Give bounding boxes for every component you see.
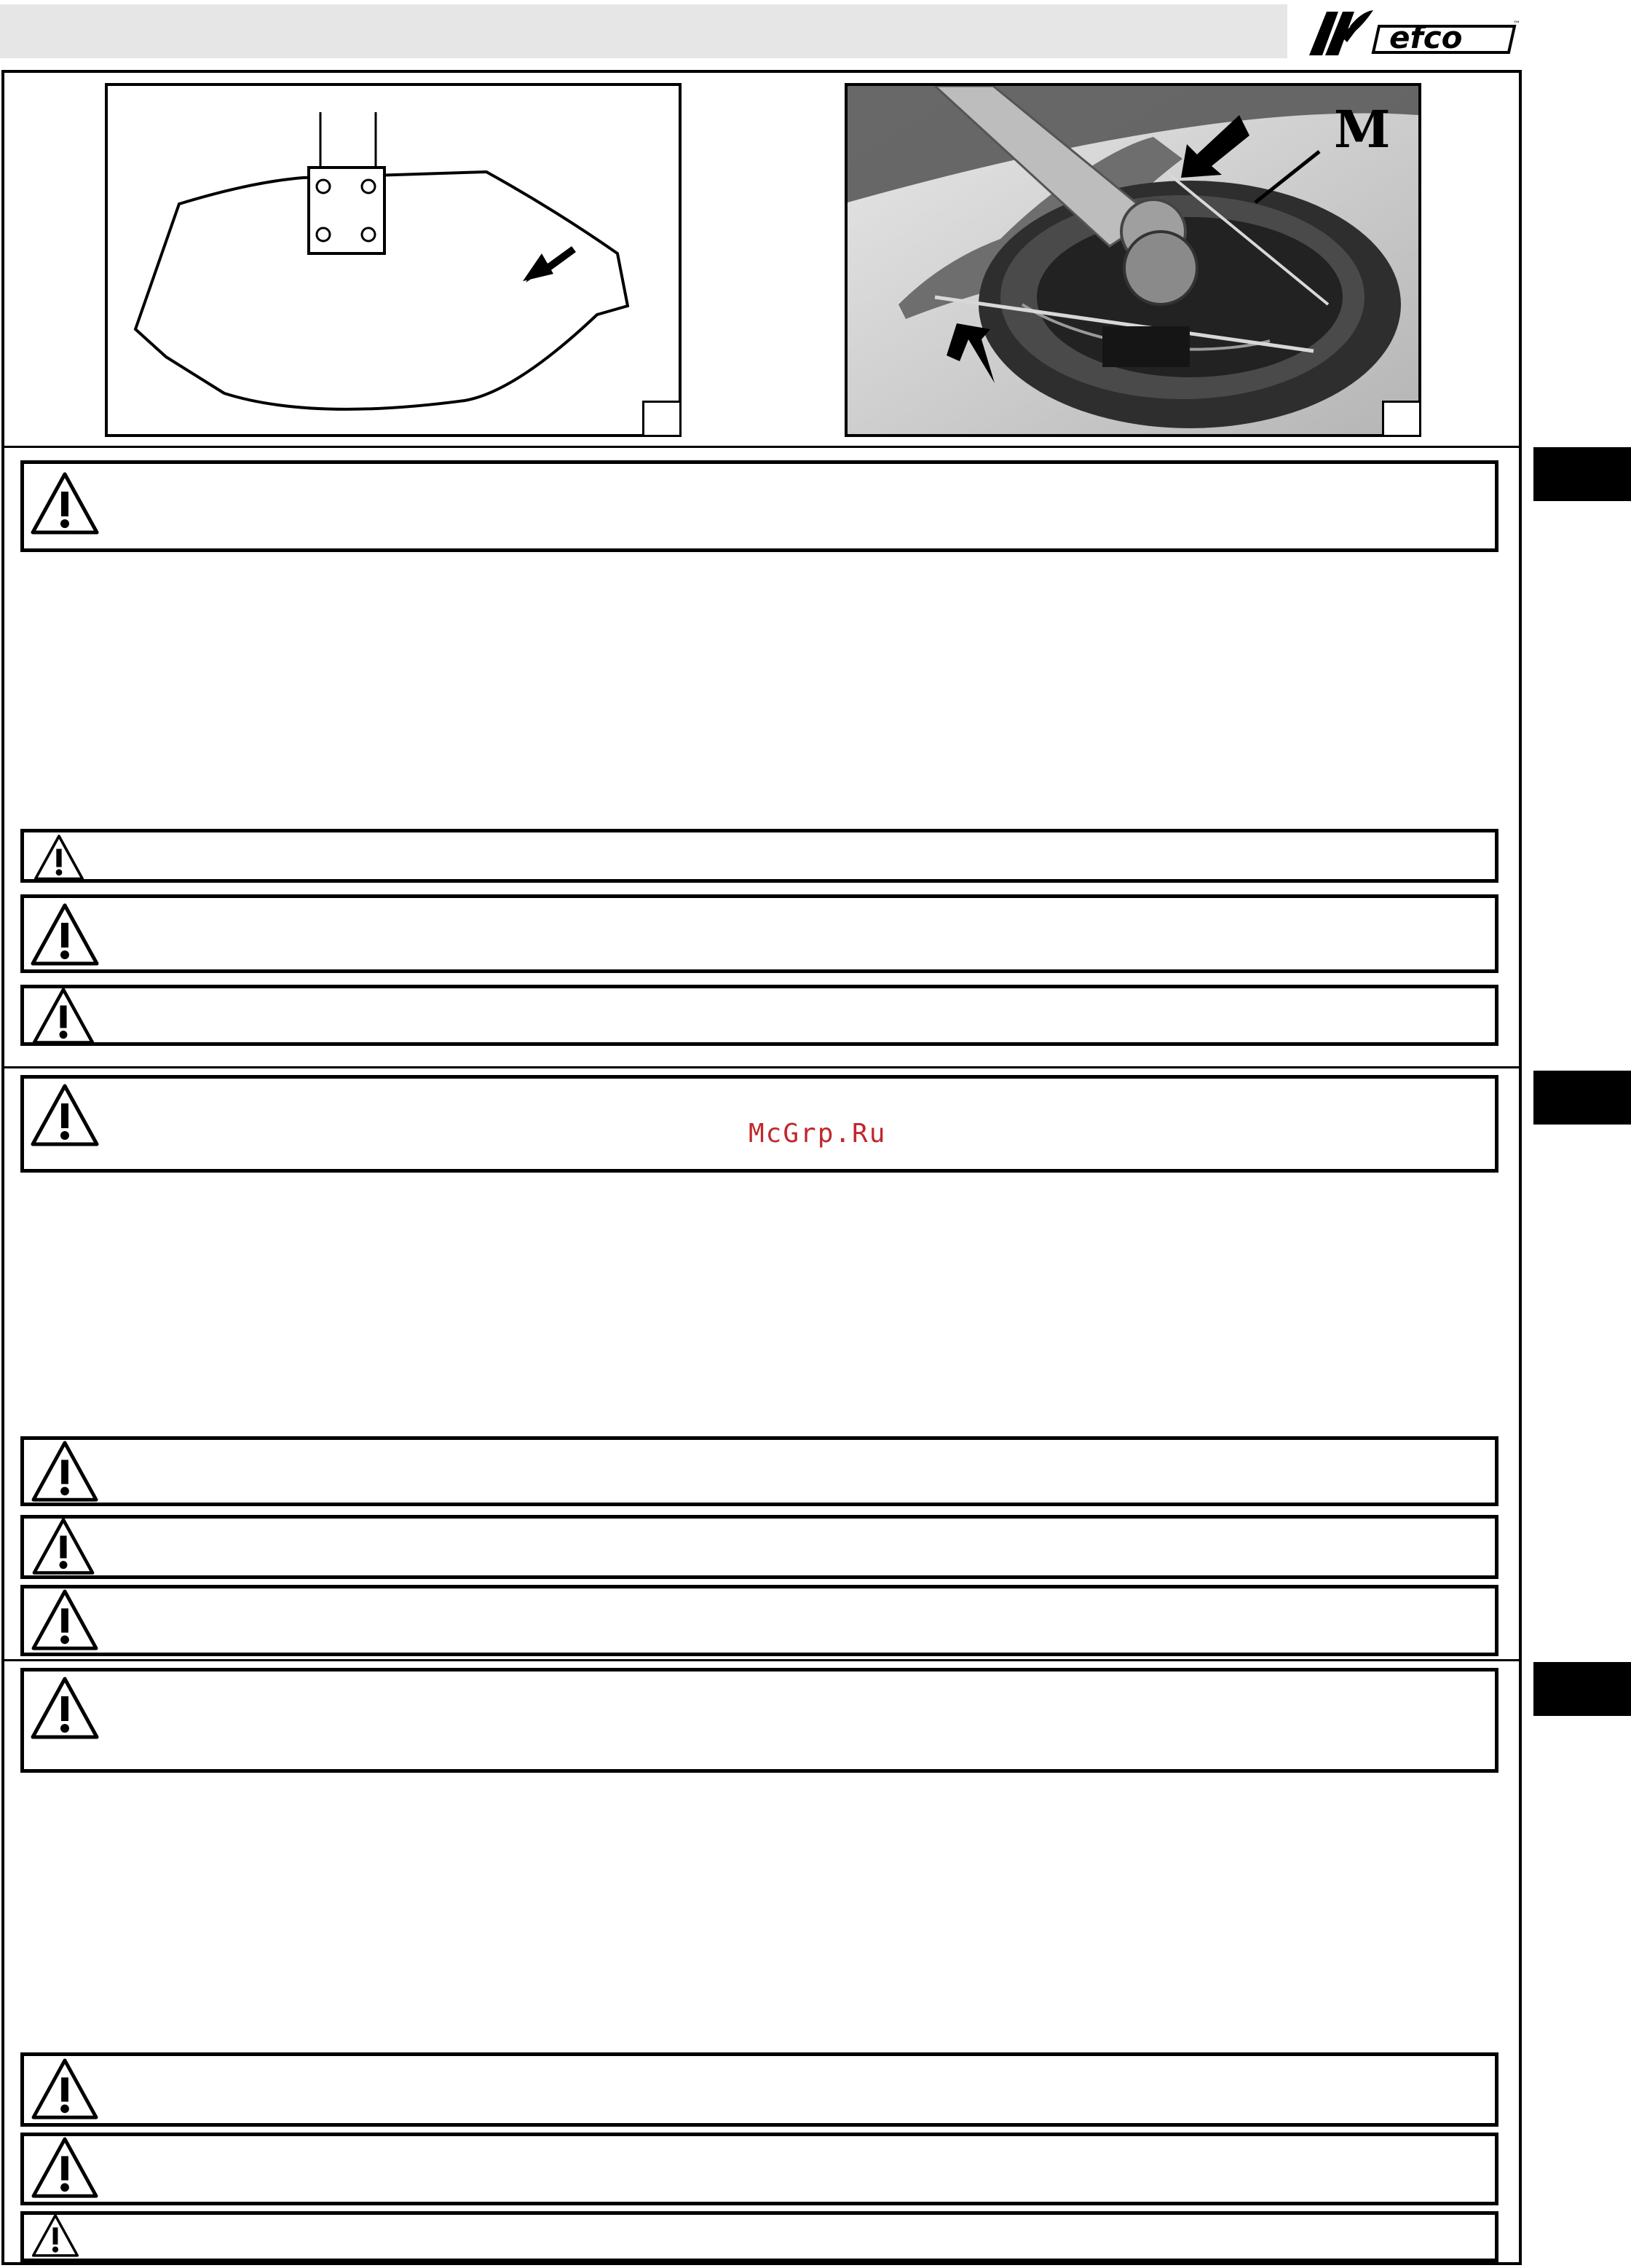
- warning-box: [20, 460, 1498, 552]
- warning-triangle-icon: [30, 2136, 100, 2200]
- warning-triangle-icon: [30, 471, 100, 537]
- watermark: McGrp.Ru: [749, 1119, 887, 1149]
- efco-logo: [1303, 4, 1522, 63]
- warning-triangle-icon: [30, 1440, 100, 1504]
- trademark-text: ™: [1513, 20, 1520, 28]
- figure-guard-drawing: [105, 83, 682, 437]
- warning-box: [20, 829, 1498, 883]
- section-tab[interactable]: [1533, 447, 1631, 501]
- warning-triangle-icon: [30, 987, 97, 1047]
- warning-box: [20, 2211, 1498, 2262]
- figure-number-box: [642, 401, 682, 437]
- section-divider: [1, 1659, 1522, 1661]
- section-divider: [1, 446, 1522, 448]
- warning-box: [20, 1668, 1498, 1773]
- figure-number-box: [1382, 401, 1421, 437]
- warning-triangle-icon: [30, 2213, 81, 2259]
- section-divider: [1, 1066, 1522, 1068]
- warning-box: [20, 1515, 1498, 1579]
- warning-box: [20, 2052, 1498, 2127]
- warning-triangle-icon: [30, 1517, 97, 1577]
- warning-box: [20, 1585, 1498, 1656]
- figure-guard-photo: [845, 83, 1421, 437]
- brand-text: efco: [1389, 20, 1463, 55]
- arrow-icon: [523, 249, 574, 283]
- warning-triangle-icon: [30, 2058, 100, 2122]
- warning-box: [20, 1436, 1498, 1506]
- warning-box: [20, 985, 1498, 1046]
- warning-triangle-icon: [30, 834, 88, 882]
- warning-triangle-icon: [30, 902, 100, 968]
- warning-triangle-icon: [30, 1083, 100, 1149]
- section-tab[interactable]: [1533, 1071, 1631, 1125]
- warning-triangle-icon: [30, 1676, 100, 1741]
- header-bar: [0, 4, 1287, 58]
- warning-triangle-icon: [30, 1588, 100, 1653]
- section-tab[interactable]: [1533, 1662, 1631, 1716]
- callout-label: M: [1334, 99, 1391, 160]
- warning-box: [20, 2133, 1498, 2205]
- warning-box: [20, 894, 1498, 973]
